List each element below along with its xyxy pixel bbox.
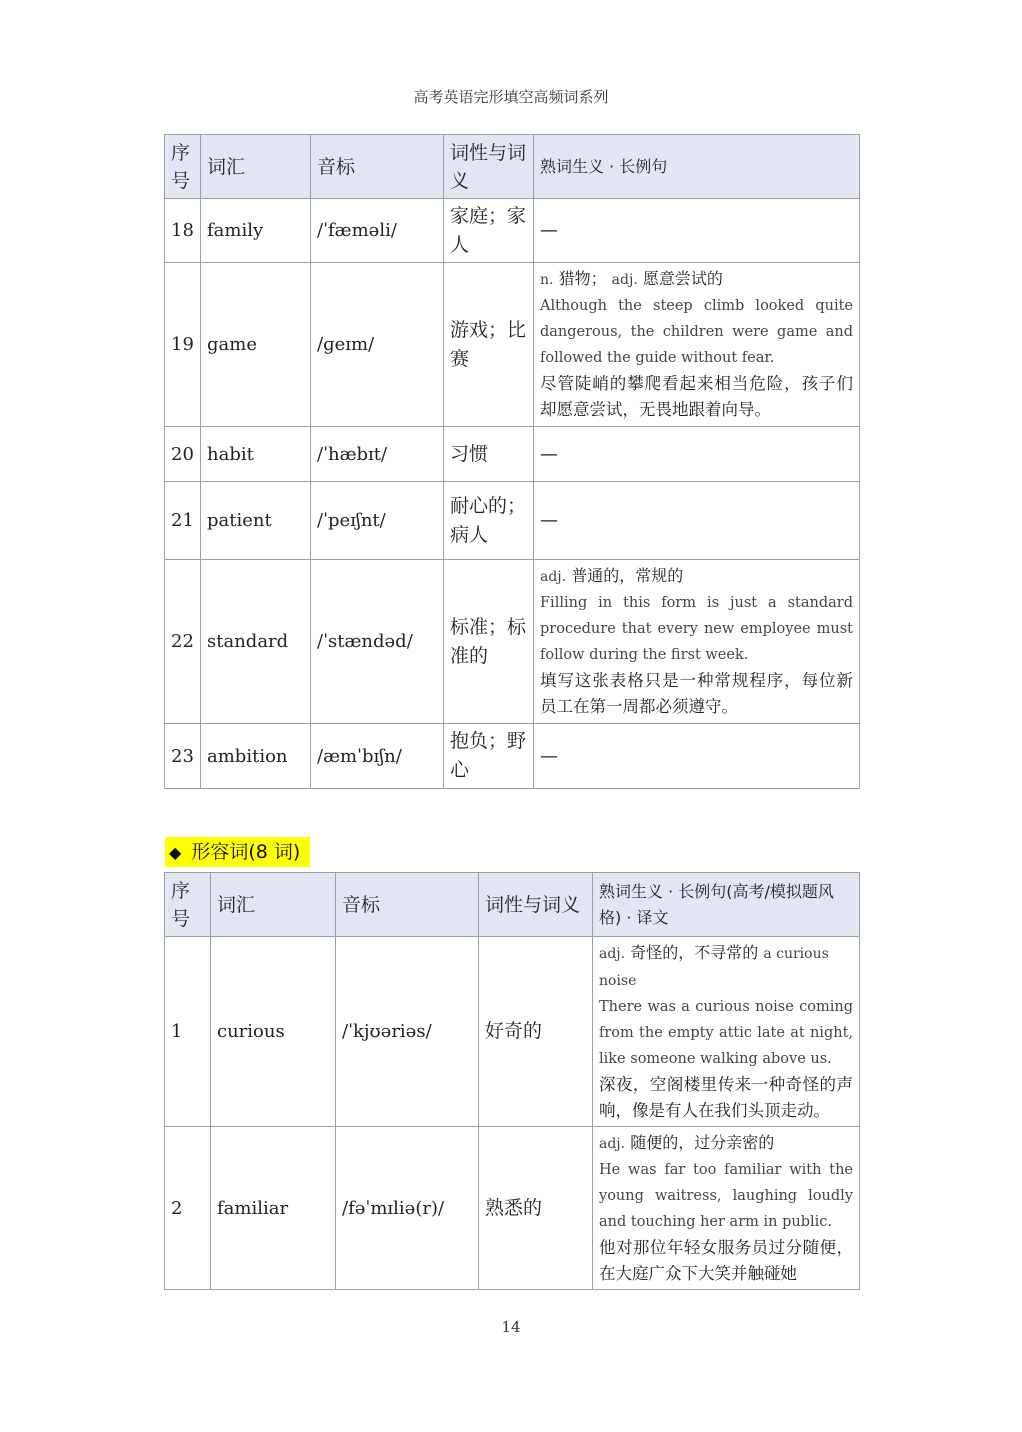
row-meaning: 耐心的；病人 (444, 482, 534, 560)
new-meaning-gloss (540, 563, 853, 590)
example-sentence-en: Filling in this form is just a standard procedure that every new employee must follow during the first week. (540, 595, 853, 663)
row-notes (534, 560, 860, 724)
row-number: 22 (165, 560, 201, 724)
part-of-speech-abbr: adj. (599, 1135, 626, 1152)
row-number: 19 (165, 263, 201, 427)
new-meaning-gloss (599, 1130, 853, 1157)
part-of-speech-abbr: adj. (599, 945, 626, 962)
row-word: patient (201, 482, 311, 560)
table-row (165, 199, 860, 263)
example-sentence-en: Although the steep climb looked quite dangerous, the children were game and followed the guide without fear. (540, 298, 853, 366)
row-meaning: 习惯 (444, 427, 534, 482)
section-heading-adjectives (165, 837, 310, 867)
row-meaning: 游戏；比赛 (444, 263, 534, 427)
column-header-meaning: 词性与词义 (444, 135, 534, 199)
row-notes (593, 937, 860, 1127)
row-phonetic: /ɡeɪm/ (311, 263, 444, 427)
row-notes: — (534, 199, 860, 263)
example-sentence-zh: 他对那位年轻女服务员过分随便，在大庭广众下大笑并触碰她 (599, 1237, 853, 1283)
row-word: ambition (201, 724, 311, 789)
row-notes: — (534, 724, 860, 789)
vocab-table-nouns (164, 134, 860, 789)
row-word: game (201, 263, 311, 427)
vocab-table-adjectives (164, 872, 860, 1290)
row-number: 2 (165, 1127, 211, 1290)
row-phonetic: /æmˈbɪʃn/ (311, 724, 444, 789)
part-of-speech-abbr: n. (540, 272, 554, 288)
gloss-text: 猎物； (558, 269, 607, 288)
column-header-notes: 熟词生义 · 长例句(高考/模拟题风格) · 译文 (593, 873, 860, 937)
row-number: 20 (165, 427, 201, 482)
row-word: familiar (211, 1127, 336, 1290)
row-word: habit (201, 427, 311, 482)
row-meaning: 好奇的 (479, 937, 593, 1127)
table-row (165, 427, 860, 482)
page-number: 14 (501, 1318, 521, 1336)
table-row (165, 560, 860, 724)
row-meaning: 标准；标准的 (444, 560, 534, 724)
gloss-inline-example: a curious noise (599, 945, 829, 989)
column-header-word: 词汇 (201, 135, 311, 199)
row-phonetic: /ˈkjʊəriəs/ (336, 937, 479, 1127)
diamond-bullet-icon: ◆ (169, 843, 182, 862)
row-number: 18 (165, 199, 201, 263)
column-header-word: 词汇 (211, 873, 336, 937)
gloss-text: 普通的，常规的 (571, 566, 684, 585)
gloss-text: 奇怪的，不寻常的 (630, 942, 759, 962)
column-header-phonetic: 音标 (336, 873, 479, 937)
part-of-speech-abbr: adj. (611, 272, 638, 288)
table-row (165, 1127, 860, 1290)
example-sentence-zh: 填写这张表格只是一种常规程序，每位新员工在第一周都必须遵守。 (540, 671, 853, 716)
example-sentence-zh: 尽管陡峭的攀爬看起来相当危险，孩子们却愿意尝试，无畏地跟着向导。 (540, 374, 853, 419)
gloss-text: 随便的，过分亲密的 (630, 1132, 775, 1152)
row-meaning: 熟悉的 (479, 1127, 593, 1290)
section-title: 形容词(8 词) (191, 841, 301, 863)
example-sentence-en: He was far too familiar with the young waitress, laughing loudly and touching her arm in public. (599, 1161, 853, 1230)
example-sentence-en: There was a curious noise coming from the empty attic late at night, like someone walking above us. (599, 998, 853, 1067)
row-word: standard (201, 560, 311, 724)
row-word: curious (211, 937, 336, 1127)
row-phonetic: /ˈfæməli/ (311, 199, 444, 263)
table-header-row (165, 135, 860, 199)
column-header-phonetic: 音标 (311, 135, 444, 199)
row-phonetic: /ˈstændəd/ (311, 560, 444, 724)
row-notes: — (534, 427, 860, 482)
column-header-number: 序号 (165, 135, 201, 199)
new-meaning-gloss (599, 940, 853, 994)
row-notes (593, 1127, 860, 1290)
table-row (165, 937, 860, 1127)
table-row (165, 724, 860, 789)
row-word: family (201, 199, 311, 263)
row-number: 23 (165, 724, 201, 789)
table-header-row (165, 873, 860, 937)
page-header: 高考英语完形填空高频词系列 (413, 88, 609, 106)
table-row (165, 482, 860, 560)
row-phonetic: /ˈpeɪʃnt/ (311, 482, 444, 560)
row-number: 1 (165, 937, 211, 1127)
part-of-speech-abbr: adj. (540, 569, 567, 585)
example-sentence-zh: 深夜，空阁楼里传来一种奇怪的声响，像是有人在我们头顶走动。 (599, 1074, 853, 1120)
column-header-meaning: 词性与词义 (479, 873, 593, 937)
row-notes (534, 263, 860, 427)
table-row (165, 263, 860, 427)
row-number: 21 (165, 482, 201, 560)
row-notes: — (534, 482, 860, 560)
new-meaning-gloss (540, 266, 853, 293)
row-phonetic: /ˈhæbɪt/ (311, 427, 444, 482)
row-meaning: 抱负；野心 (444, 724, 534, 789)
column-header-number: 序号 (165, 873, 211, 937)
gloss-text: 愿意尝试的 (642, 269, 723, 288)
column-header-notes: 熟词生义 · 长例句 (534, 135, 860, 199)
row-phonetic: /fəˈmɪliə(r)/ (336, 1127, 479, 1290)
row-meaning: 家庭；家人 (444, 199, 534, 263)
